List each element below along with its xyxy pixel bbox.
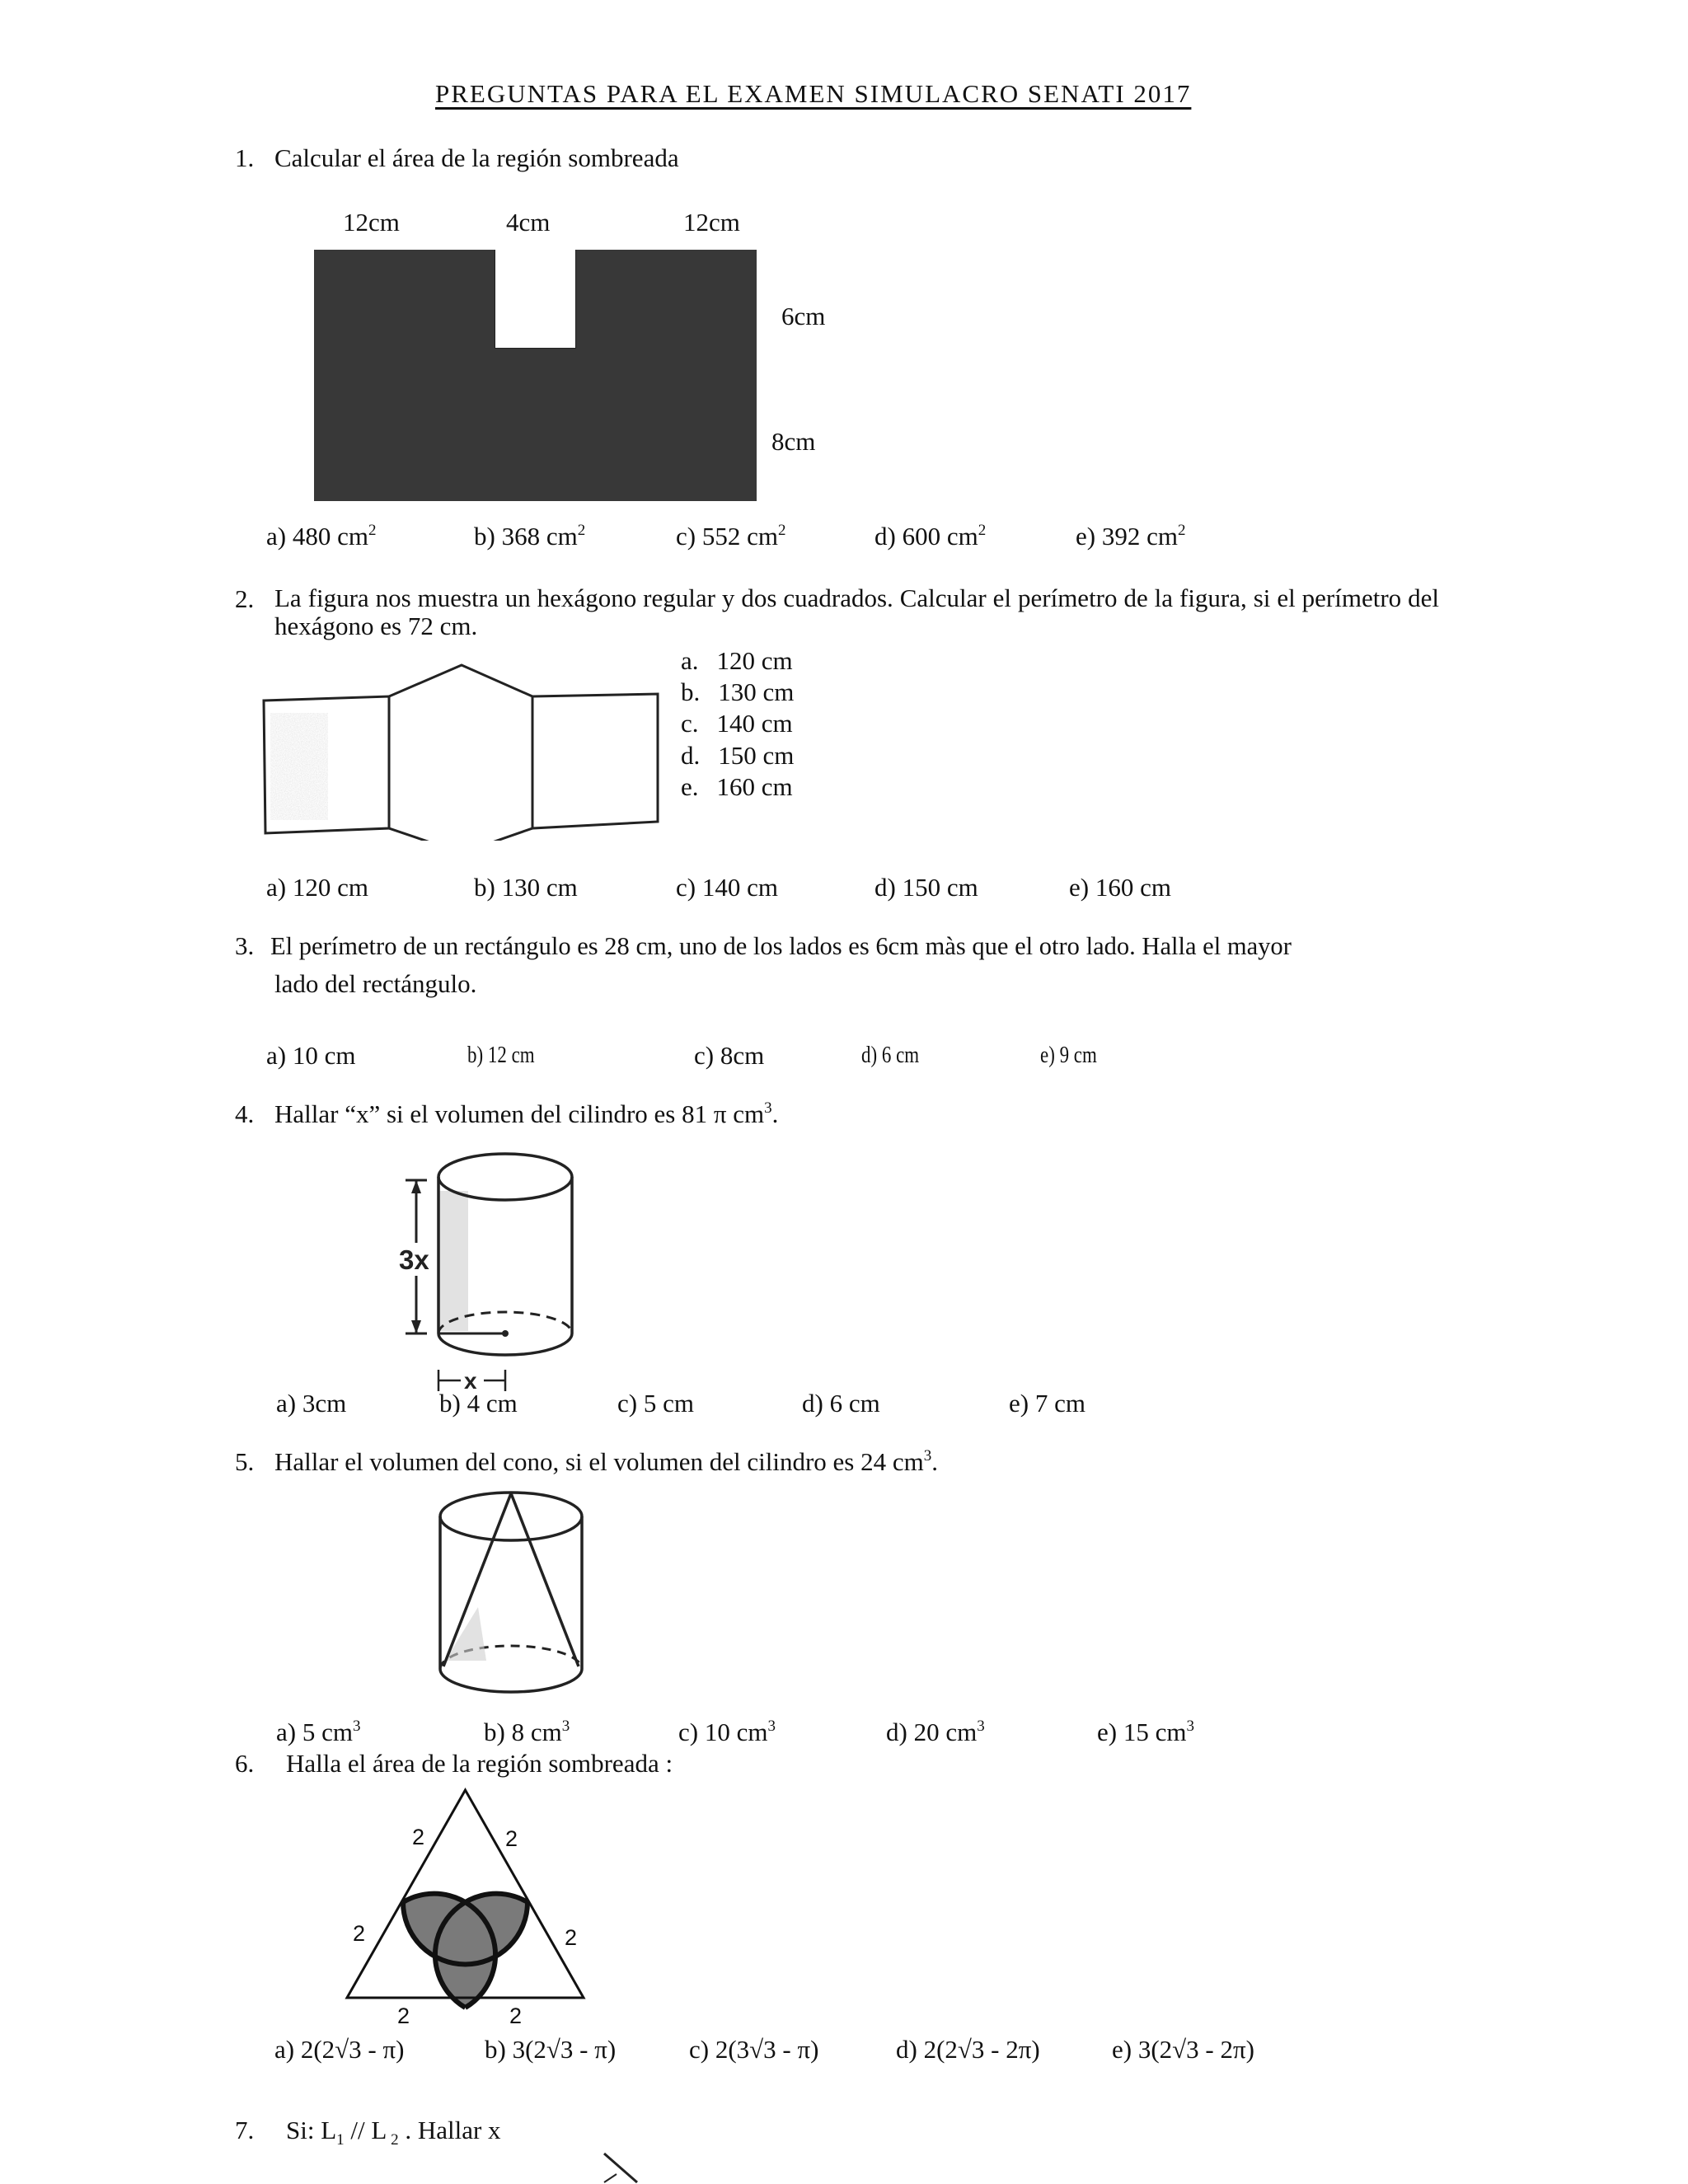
question-7-number: 7. [235, 2116, 255, 2144]
question-4-number: 4. [235, 1099, 255, 1128]
side-label: 2 [505, 1826, 518, 1851]
question-2-text: La figura nos muestra un hexágono regular y dos cuadrados. Calcular el perímetro de la figura, si el perímetro del hexágono es 72 cm. [274, 583, 1439, 641]
dim-label-left: 12cm [343, 208, 400, 237]
q3-option-e[interactable]: e) 9 cm [1040, 1043, 1097, 1068]
q4-option-d[interactable]: d) 6 cm [802, 1389, 880, 1418]
q5-option-c[interactable]: c) 10 $cm^3$ [678, 1718, 776, 1746]
q1-option-d[interactable]: d) 600 $cm^2$ [874, 522, 987, 551]
side-label: 2 [565, 1925, 578, 1950]
side-label: 2 [412, 1825, 425, 1849]
q6-option-d[interactable]: d) 2(2√3 - 2π) [896, 2035, 1040, 2064]
q1-option-e[interactable]: e) 392 $cm^2$ [1076, 522, 1186, 551]
side-list-item[interactable]: b. 130 cm [681, 677, 795, 706]
side-list-item[interactable]: c. 140 cm [681, 709, 793, 738]
q2-option-c[interactable]: c) 140 cm [676, 873, 778, 902]
question-3-line-1: El perímetro de un rectángulo es 28 cm, uno de los lados es 6cm màs que el otro lado. Halla el mayor [270, 931, 1292, 960]
question-1-number: 1. [235, 143, 255, 172]
side-label: 2 [509, 2004, 523, 2027]
q2-option-d[interactable]: d) 150 cm [874, 873, 978, 902]
q5-option-e[interactable]: e) 15 $cm^3$ [1097, 1718, 1194, 1746]
hexagon [389, 665, 532, 841]
q2-option-e[interactable]: e) 160 cm [1069, 873, 1171, 902]
side-label: 2 [353, 1921, 366, 1946]
dim-label-middle: 4cm [506, 208, 551, 237]
page-title: PREGUNTAS PARA EL EXAMEN SIMULACRO SENATI 2017 [435, 79, 1192, 108]
question-6-triangle-figure [330, 1780, 610, 2027]
q1-option-b[interactable]: b) 368 $cm^2$ [474, 522, 586, 551]
q2-option-b[interactable]: b) 130 cm [474, 873, 578, 902]
side-label: 2 [397, 2004, 410, 2027]
question-4-cylinder-figure [387, 1146, 577, 1397]
right-square [532, 694, 658, 828]
q3-option-a[interactable]: a) 10 cm [266, 1041, 356, 1070]
q6-option-e[interactable]: e) 3(2√3 - 2π) [1112, 2035, 1254, 2064]
radius-label: x [464, 1368, 477, 1394]
q3-option-b[interactable]: b) 12 cm [467, 1043, 535, 1068]
q1-option-c[interactable]: c) 552 $cm^2$ [676, 522, 786, 551]
q4-option-e[interactable]: e) 7 cm [1009, 1389, 1085, 1418]
question-2-figure [256, 655, 668, 841]
white-notch [495, 250, 576, 349]
side-list-item[interactable]: d. 150 cm [681, 741, 795, 770]
question-6-text: Halla el área de la región sombreada : [286, 1749, 673, 1778]
question-3-number: 3. [235, 931, 255, 960]
height-label: 3x [399, 1244, 429, 1275]
question-2-number: 2. [235, 584, 255, 613]
question-5-text: Hallar el volumen del cono, si el volumen del cilindro es 24 $cm^3$. [274, 1447, 938, 1476]
question-5-number: 5. [235, 1447, 255, 1476]
q4-option-a[interactable]: a) 3cm [276, 1389, 347, 1418]
dim-label-lower-height: 8cm [771, 427, 816, 456]
side-list-item[interactable]: e. 160 cm [681, 772, 793, 801]
q5-option-b[interactable]: b) 8 $cm^3$ [484, 1718, 570, 1746]
q1-option-a[interactable]: a) 480 $cm^2$ [266, 522, 377, 551]
question-7-figure-partial [600, 2149, 649, 2184]
q3-option-d[interactable]: d) 6 cm [861, 1043, 920, 1068]
q4-option-b[interactable]: b) 4 cm [439, 1389, 518, 1418]
q6-option-b[interactable]: b) 3(2√3 - π) [485, 2035, 617, 2064]
q4-option-c[interactable]: c) 5 cm [617, 1389, 694, 1418]
question-4-text: Hallar “x” si el volumen del cilindro es 81 π $cm^3$. [274, 1099, 779, 1128]
question-3-line-2: lado del rectángulo. [274, 969, 477, 998]
q6-option-a[interactable]: a) 2(2√3 - π) [274, 2035, 405, 2064]
side-list-item[interactable]: a. 120 cm [681, 646, 793, 675]
question-5-cylinder-cone-figure [429, 1483, 593, 1706]
dim-label-upper-height: 6cm [781, 302, 826, 330]
question-6-number: 6. [235, 1749, 255, 1778]
q5-option-d[interactable]: d) 20 $cm^3$ [886, 1718, 985, 1746]
q2-option-a[interactable]: a) 120 cm [266, 873, 368, 902]
dim-label-right: 12cm [683, 208, 740, 237]
question-7-text: Si: $L_1$ // L $_2$ . Hallar x [286, 2116, 501, 2149]
question-1-text: Calcular el área de la región sombreada [274, 143, 679, 172]
q3-option-c[interactable]: c) 8cm [694, 1041, 765, 1070]
q5-option-a[interactable]: a) 5 $cm^3$ [276, 1718, 361, 1746]
q6-option-c[interactable]: c) 2(3√3 - π) [689, 2035, 819, 2064]
